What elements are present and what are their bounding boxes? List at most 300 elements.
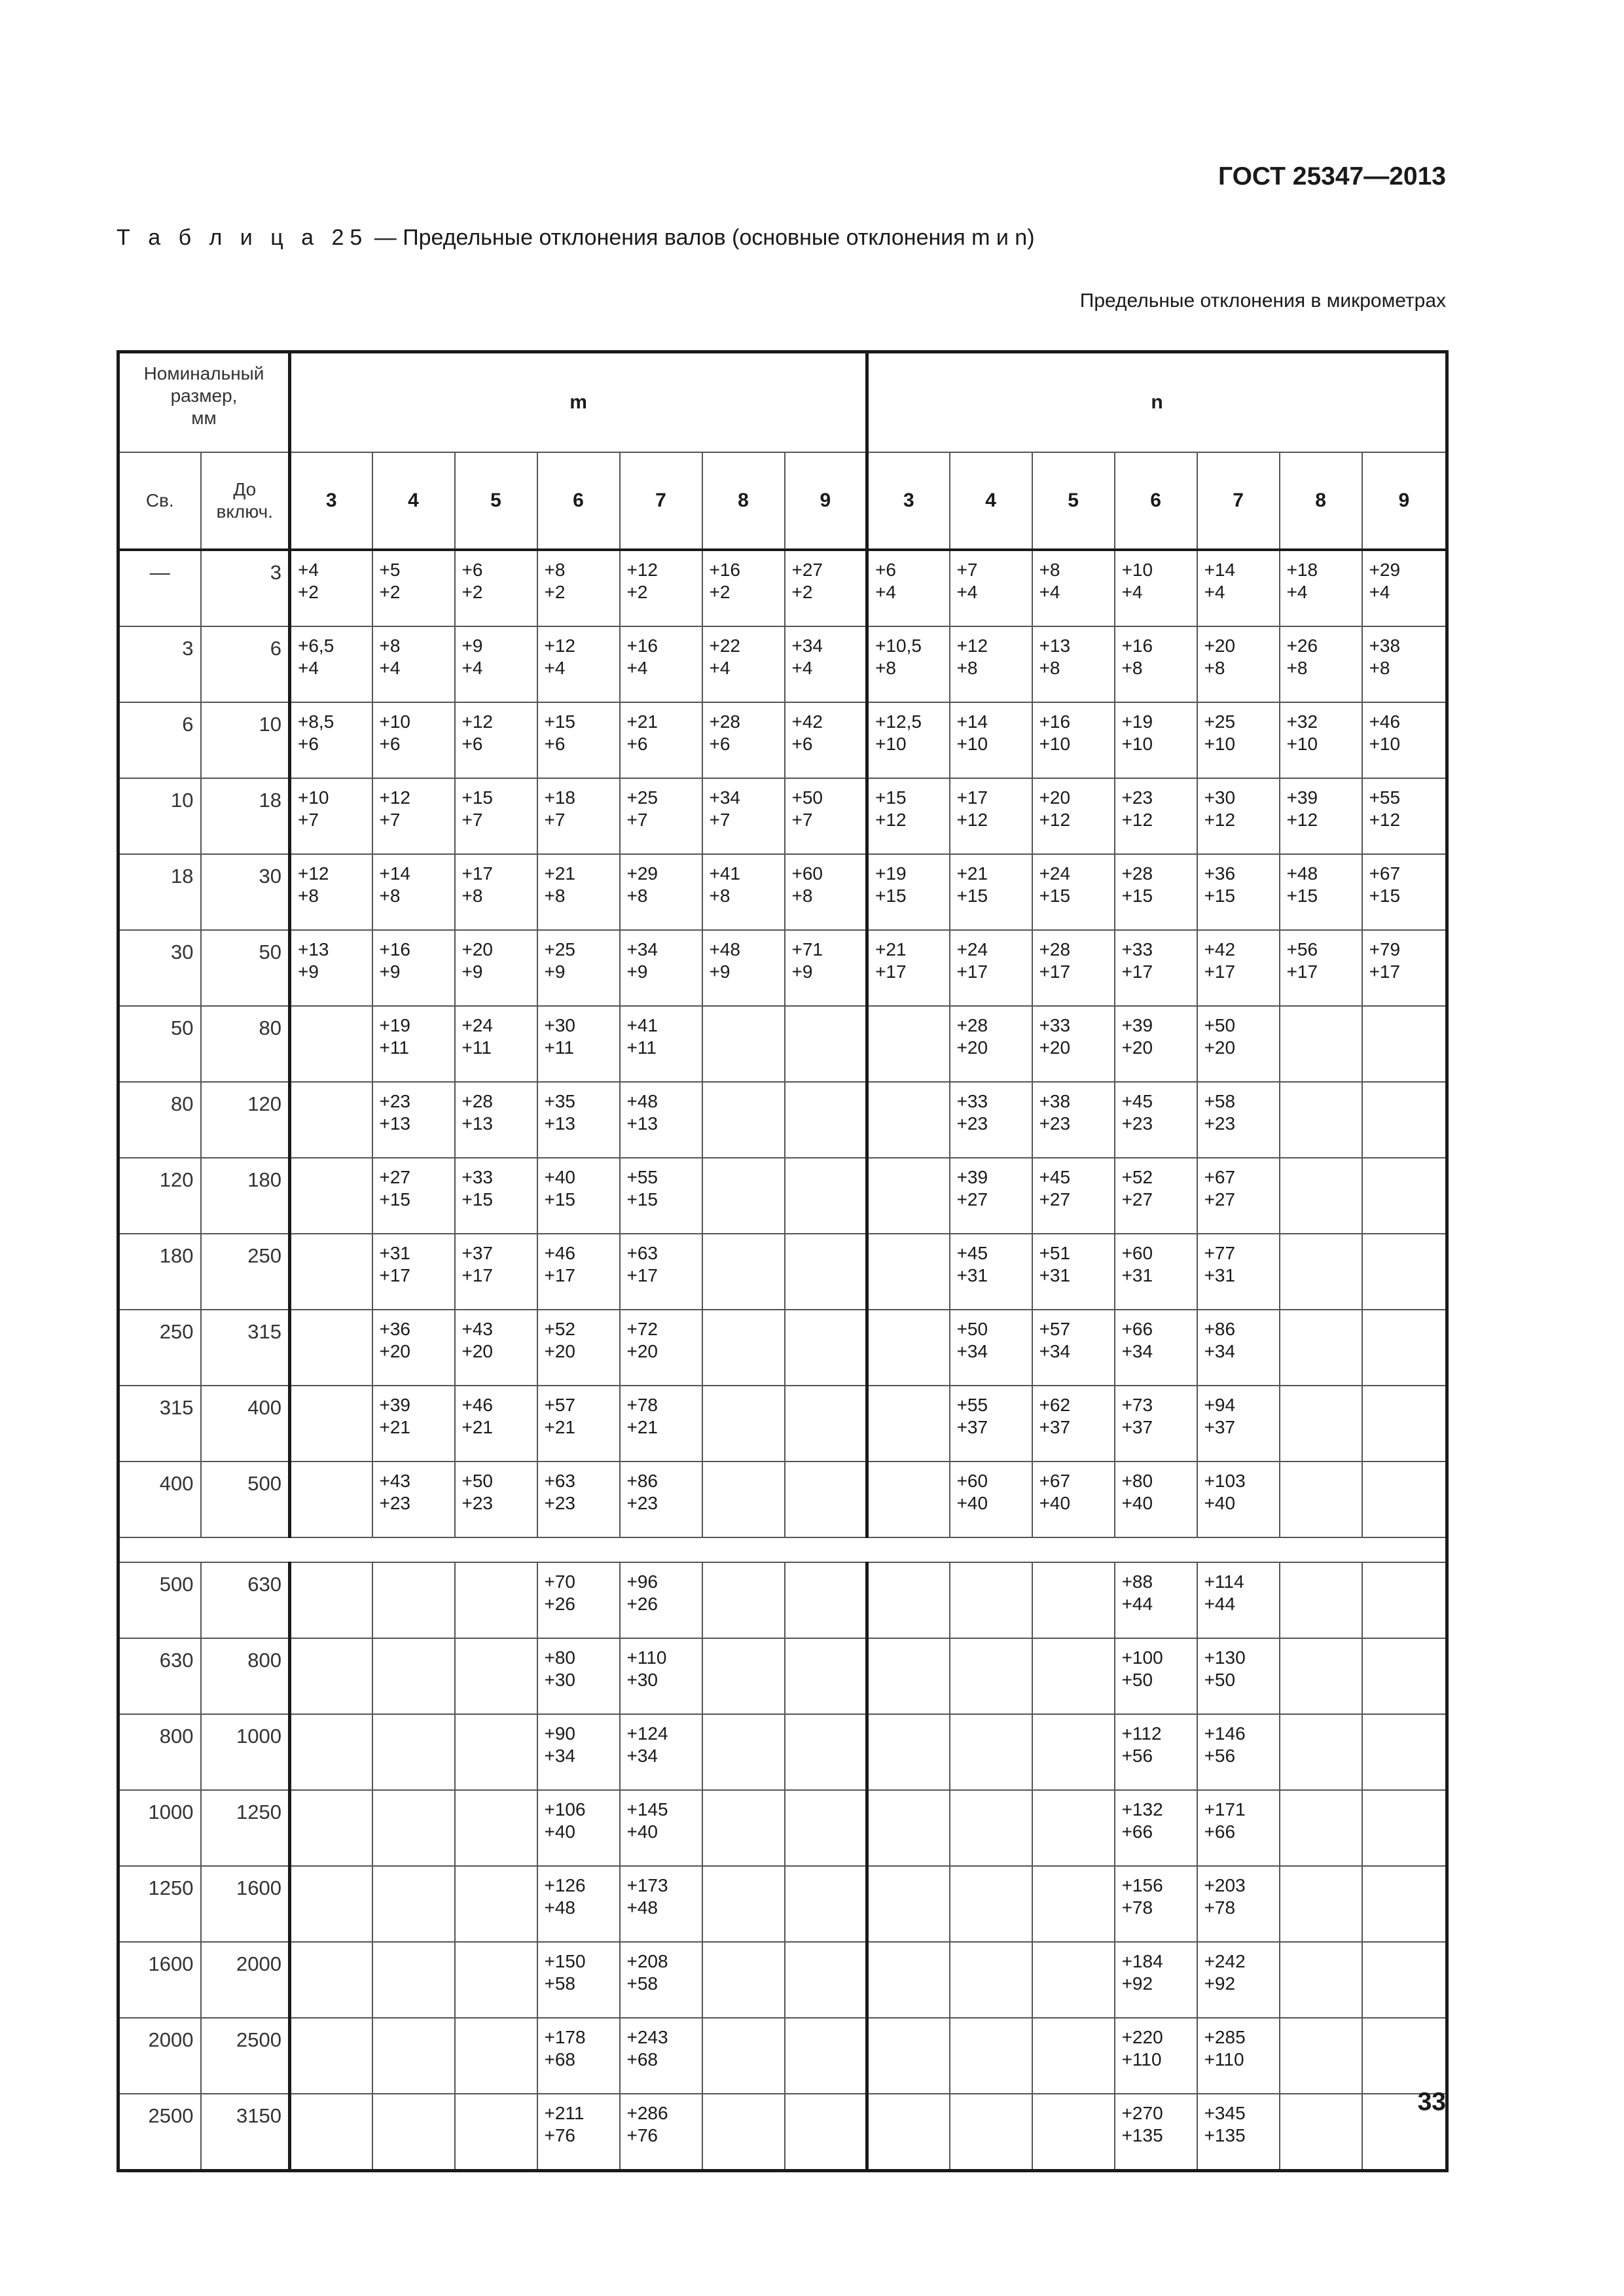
upper-deviation: +220 (1121, 2027, 1163, 2047)
page-number: 33 (1417, 2088, 1446, 2116)
table-row (118, 1386, 1447, 1462)
deviation-cell-n (950, 1790, 1032, 1866)
deviation-cell-m (537, 1158, 620, 1234)
table-row (118, 702, 1447, 778)
deviation-cell-m (785, 778, 867, 854)
deviation-cell-m (372, 1234, 455, 1310)
lower-deviation: +11 (461, 1037, 492, 1058)
deviation-cell-n (1032, 1638, 1115, 1714)
lower-deviation: +8 (1286, 658, 1308, 678)
upper-deviation: +67 (1039, 1471, 1071, 1491)
upper-deviation: +39 (1121, 1015, 1153, 1035)
deviation-cell-m (785, 1006, 867, 1082)
upper-deviation: +96 (626, 1571, 658, 1592)
deviation-cell-n (1280, 626, 1362, 702)
deviation-cell-m (290, 778, 372, 854)
upper-deviation: +110 (626, 1647, 667, 1668)
deviation-cell-n (1197, 1562, 1280, 1638)
deviation-cell-n (1115, 1714, 1197, 1790)
deviation-cell-n (867, 702, 950, 778)
deviation-cell-n (1197, 1942, 1280, 2018)
upper-deviation: +242 (1204, 1951, 1246, 1971)
deviation-cell-n (867, 1790, 950, 1866)
deviation-cell-m (537, 1638, 620, 1714)
deviation-cell-m (785, 1082, 867, 1158)
lower-deviation: +31 (1039, 1265, 1071, 1285)
table-row (118, 1234, 1447, 1310)
deviation-cell-n (1115, 1462, 1197, 1537)
upper-deviation: +10,5 (875, 636, 922, 656)
lower-deviation: +10 (1121, 734, 1153, 754)
deviation-cell-n (1362, 1082, 1447, 1158)
table-row (118, 1006, 1447, 1082)
deviations-table (117, 350, 1449, 2172)
upper-deviation: +13 (1039, 636, 1071, 656)
deviation-cell-n (1032, 854, 1115, 930)
deviation-cell-m (455, 854, 537, 930)
deviation-cell-m (785, 2018, 867, 2094)
size-to-cell: 250 (201, 1234, 290, 1310)
upper-deviation: +48 (626, 1091, 658, 1111)
deviation-cell-m (290, 1790, 372, 1866)
size-to-cell: 800 (201, 1638, 290, 1714)
deviation-cell-m (620, 930, 702, 1006)
deviation-cell-n (950, 1234, 1032, 1310)
upper-deviation: +67 (1204, 1167, 1236, 1187)
deviation-cell-m (537, 1386, 620, 1462)
lower-deviation: +40 (544, 1821, 575, 1842)
table-row (118, 2094, 1447, 2171)
standard-number: ГОСТ 25347—2013 (1218, 162, 1446, 190)
deviation-cell-n (867, 626, 950, 702)
size-to-cell: 3150 (201, 2094, 290, 2171)
deviation-cell-n (1280, 778, 1362, 854)
lower-deviation: +34 (1204, 1341, 1236, 1361)
deviation-cell-n (1280, 1310, 1362, 1386)
deviation-cell-n (950, 1462, 1032, 1537)
lower-deviation: +4 (379, 658, 401, 678)
deviation-cell-m (702, 1866, 785, 1942)
upper-deviation: +21 (956, 863, 988, 884)
lower-deviation: +21 (544, 1417, 575, 1437)
lower-deviation: +135 (1204, 2125, 1246, 2145)
deviation-cell-m (372, 1158, 455, 1234)
upper-deviation: +80 (1121, 1471, 1153, 1491)
deviation-cell-n (867, 1006, 950, 1082)
table-row (118, 1790, 1447, 1866)
lower-deviation: +34 (1039, 1341, 1071, 1361)
deviation-cell-m (372, 1562, 455, 1638)
deviation-cell-m (620, 1006, 702, 1082)
deviation-cell-m (537, 1562, 620, 1638)
lower-deviation: +4 (1121, 582, 1143, 602)
grade-header-n-9: 9 (1362, 452, 1447, 550)
upper-deviation: +10 (1121, 560, 1153, 580)
deviation-cell-n (1362, 1866, 1447, 1942)
upper-deviation: +60 (1121, 1243, 1153, 1263)
upper-deviation: +16 (1121, 636, 1153, 656)
lower-deviation: +12 (1039, 810, 1071, 830)
lower-deviation: +7 (791, 810, 813, 830)
deviation-cell-n (1197, 1714, 1280, 1790)
table-row (118, 930, 1447, 1006)
lower-deviation: +17 (1369, 961, 1401, 982)
deviation-cell-m (455, 702, 537, 778)
lower-deviation: +9 (626, 961, 648, 982)
lower-deviation: +12 (1369, 810, 1401, 830)
nominal-header-line: Номинальный (143, 363, 264, 384)
deviation-cell-m (785, 626, 867, 702)
deviation-cell-m (702, 1942, 785, 2018)
upper-deviation: +26 (1286, 636, 1318, 656)
size-from-cell: 80 (118, 1082, 201, 1158)
lower-deviation: +27 (1204, 1189, 1236, 1210)
lower-deviation: +23 (1121, 1113, 1153, 1134)
lower-deviation: +10 (1039, 734, 1071, 754)
upper-deviation: +270 (1121, 2103, 1163, 2123)
lower-deviation: +68 (544, 2049, 575, 2070)
deviation-cell-m (455, 778, 537, 854)
grade-header-n-6: 6 (1115, 452, 1197, 550)
deviation-cell-n (1280, 1386, 1362, 1462)
upper-deviation: +12 (956, 636, 988, 656)
upper-deviation: +77 (1204, 1243, 1236, 1263)
deviation-cell-n (1115, 1082, 1197, 1158)
size-to-cell: 630 (201, 1562, 290, 1638)
deviation-cell-n (1362, 1386, 1447, 1462)
lower-deviation: +6 (298, 734, 319, 754)
deviation-cell-n (1032, 1942, 1115, 2018)
lower-deviation: +15 (626, 1189, 658, 1210)
size-to-cell: 180 (201, 1158, 290, 1234)
deviation-cell-m (455, 1866, 537, 1942)
lower-deviation: +23 (1204, 1113, 1236, 1134)
deviation-cell-n (1362, 930, 1447, 1006)
lower-deviation: +40 (626, 1821, 658, 1842)
deviation-cell-n (1197, 1462, 1280, 1537)
grade-header-m-5: 5 (455, 452, 537, 550)
upper-deviation: +145 (626, 1799, 668, 1820)
lower-deviation: +21 (626, 1417, 658, 1437)
deviation-cell-m (702, 1638, 785, 1714)
upper-deviation: +50 (791, 787, 823, 808)
group-header-n: n (867, 352, 1447, 453)
lower-deviation: +9 (709, 961, 731, 982)
size-from-cell: 250 (118, 1310, 201, 1386)
lower-deviation: +56 (1121, 1746, 1153, 1766)
table-row (118, 1942, 1447, 2018)
upper-deviation: +42 (1204, 939, 1236, 960)
deviation-cell-m (372, 854, 455, 930)
deviation-cell-n (1362, 626, 1447, 702)
upper-deviation: +30 (544, 1015, 575, 1035)
lower-deviation: +17 (626, 1265, 658, 1285)
grade-header-n-8: 8 (1280, 452, 1362, 550)
deviation-cell-n (1032, 2094, 1115, 2171)
grade-header-m-6: 6 (537, 452, 620, 550)
deviation-cell-m (537, 1082, 620, 1158)
lower-deviation: +37 (1039, 1417, 1071, 1437)
lower-deviation: +17 (1121, 961, 1153, 982)
table-row (118, 1866, 1447, 1942)
upper-deviation: +37 (461, 1243, 493, 1263)
upper-deviation: +24 (461, 1015, 493, 1035)
deviation-cell-m (455, 1942, 537, 2018)
deviation-cell-n (1280, 702, 1362, 778)
lower-deviation: +6 (379, 734, 401, 754)
deviation-cell-n (950, 1310, 1032, 1386)
deviation-cell-m (702, 1158, 785, 1234)
deviation-cell-n (1032, 550, 1115, 626)
deviation-cell-m (620, 1562, 702, 1638)
upper-deviation: +39 (1286, 787, 1318, 808)
deviation-cell-n (867, 1714, 950, 1790)
deviation-cell-m (537, 550, 620, 626)
deviation-cell-n (1032, 626, 1115, 702)
lower-deviation: +7 (544, 810, 566, 830)
deviation-cell-m (785, 550, 867, 626)
lower-deviation: +21 (379, 1417, 410, 1437)
upper-deviation: +21 (544, 863, 575, 884)
deviation-cell-m (702, 2018, 785, 2094)
lower-deviation: +40 (1121, 1493, 1153, 1513)
lower-deviation: +58 (626, 1973, 658, 1994)
upper-deviation: +21 (626, 711, 658, 732)
upper-deviation: +45 (956, 1243, 988, 1263)
size-from-cell: 1250 (118, 1866, 201, 1942)
deviation-cell-m (702, 854, 785, 930)
deviation-cell-m (455, 1158, 537, 1234)
deviation-cell-m (537, 2018, 620, 2094)
deviation-cell-m (537, 1234, 620, 1310)
deviation-cell-n (1280, 1234, 1362, 1310)
lower-deviation: +110 (1204, 2049, 1244, 2070)
deviation-cell-m (372, 1866, 455, 1942)
upper-deviation: +73 (1121, 1395, 1153, 1415)
size-to-cell: 500 (201, 1462, 290, 1537)
deviation-cell-n (1032, 1562, 1115, 1638)
deviation-cell-n (1280, 854, 1362, 930)
upper-deviation: +25 (544, 939, 575, 960)
lower-deviation: +23 (1039, 1113, 1071, 1134)
deviation-cell-m (702, 778, 785, 854)
upper-deviation: +208 (626, 1951, 668, 1971)
size-to-cell: 18 (201, 778, 290, 854)
upper-deviation: +27 (379, 1167, 410, 1187)
deviation-cell-n (1280, 2094, 1362, 2171)
deviation-cell-n (1280, 1638, 1362, 1714)
upper-deviation: +57 (1039, 1319, 1071, 1339)
lower-deviation: +15 (1204, 886, 1236, 906)
lower-deviation: +44 (1204, 1594, 1236, 1614)
upper-deviation: +86 (1204, 1319, 1236, 1339)
deviation-cell-n (867, 1562, 950, 1638)
lower-deviation: +4 (1286, 582, 1308, 602)
deviation-cell-m (537, 626, 620, 702)
upper-deviation: +10 (298, 787, 329, 808)
table-row (118, 778, 1447, 854)
upper-deviation: +32 (1286, 711, 1318, 732)
deviation-cell-m (290, 1462, 372, 1537)
lower-deviation: +13 (461, 1113, 493, 1134)
deviation-cell-m (372, 1638, 455, 1714)
lower-deviation: +23 (544, 1493, 575, 1513)
upper-deviation: +23 (379, 1091, 410, 1111)
upper-deviation: +31 (379, 1243, 410, 1263)
upper-deviation: +50 (956, 1319, 988, 1339)
deviation-cell-m (455, 1638, 537, 1714)
upper-deviation: +57 (544, 1395, 575, 1415)
deviation-cell-n (1280, 550, 1362, 626)
deviation-cell-m (785, 1234, 867, 1310)
lower-deviation: +20 (379, 1341, 410, 1361)
deviation-cell-n (867, 1462, 950, 1537)
deviation-cell-n (1362, 550, 1447, 626)
upper-deviation: +51 (1039, 1243, 1071, 1263)
size-to-cell: 1600 (201, 1866, 290, 1942)
upper-deviation: +112 (1121, 1723, 1162, 1744)
deviation-cell-m (620, 1638, 702, 1714)
deviation-cell-n (1280, 1082, 1362, 1158)
deviation-cell-n (1197, 1790, 1280, 1866)
size-from-cell: 50 (118, 1006, 201, 1082)
deviation-cell-m (702, 626, 785, 702)
lower-deviation: +26 (626, 1594, 658, 1614)
deviation-cell-n (1362, 1462, 1447, 1537)
upper-deviation: +30 (1204, 787, 1236, 808)
lower-deviation: +66 (1121, 1821, 1153, 1842)
deviation-cell-m (537, 1462, 620, 1537)
upper-deviation: +63 (544, 1471, 575, 1491)
deviation-cell-n (1362, 1006, 1447, 1082)
size-to-cell: 50 (201, 930, 290, 1006)
lower-deviation: +8 (461, 886, 483, 906)
size-to-cell: 30 (201, 854, 290, 930)
nominal-header-line: мм (191, 408, 217, 428)
deviation-cell-n (867, 1310, 950, 1386)
to-header (201, 452, 290, 550)
upper-deviation: +18 (544, 787, 575, 808)
lower-deviation: +15 (1286, 886, 1318, 906)
table-row (118, 1714, 1447, 1790)
upper-deviation: +16 (626, 636, 658, 656)
deviation-cell-n (1280, 1714, 1362, 1790)
grade-header-m-9: 9 (785, 452, 867, 550)
deviation-cell-m (455, 2018, 537, 2094)
upper-deviation: +19 (875, 863, 907, 884)
upper-deviation: +106 (544, 1799, 586, 1820)
upper-deviation: +71 (791, 939, 823, 960)
lower-deviation: +12 (1286, 810, 1318, 830)
size-to-cell: 1250 (201, 1790, 290, 1866)
size-to-cell: 6 (201, 626, 290, 702)
deviation-cell-m (620, 1866, 702, 1942)
deviation-cell-m (620, 2094, 702, 2171)
deviation-cell-n (867, 1866, 950, 1942)
size-from-cell: 500 (118, 1562, 201, 1638)
upper-deviation: +46 (544, 1243, 575, 1263)
deviation-cell-n (867, 550, 950, 626)
deviation-cell-m (290, 854, 372, 930)
upper-deviation: +40 (544, 1167, 575, 1187)
grade-header-m-3: 3 (290, 452, 372, 550)
upper-deviation: +124 (626, 1723, 668, 1744)
upper-deviation: +45 (1121, 1091, 1153, 1111)
lower-deviation: +15 (1121, 886, 1153, 906)
deviation-cell-m (620, 778, 702, 854)
lower-deviation: +17 (1204, 961, 1236, 982)
deviation-cell-n (1115, 1638, 1197, 1714)
from-header: Св. (118, 452, 201, 550)
upper-deviation: +132 (1121, 1799, 1163, 1820)
upper-deviation: +25 (626, 787, 658, 808)
deviation-cell-n (1280, 930, 1362, 1006)
upper-deviation: +8,5 (298, 711, 334, 732)
upper-deviation: +34 (626, 939, 658, 960)
size-to-cell: 2500 (201, 2018, 290, 2094)
upper-deviation: +36 (379, 1319, 410, 1339)
upper-deviation: +19 (1121, 711, 1153, 732)
lower-deviation: +8 (544, 886, 566, 906)
deviation-cell-n (1115, 1790, 1197, 1866)
deviation-cell-m (537, 1866, 620, 1942)
deviation-cell-n (1032, 702, 1115, 778)
upper-deviation: +146 (1204, 1723, 1246, 1744)
lower-deviation: +44 (1121, 1594, 1153, 1614)
deviation-cell-n (867, 930, 950, 1006)
deviation-cell-n (1197, 1386, 1280, 1462)
deviation-cell-n (950, 930, 1032, 1006)
upper-deviation: +114 (1204, 1571, 1244, 1592)
deviation-cell-n (867, 2094, 950, 2171)
upper-deviation: +33 (461, 1167, 493, 1187)
deviation-cell-n (1115, 626, 1197, 702)
lower-deviation: +66 (1204, 1821, 1236, 1842)
lower-deviation: +20 (1039, 1037, 1071, 1058)
upper-deviation: +41 (626, 1015, 658, 1035)
lower-deviation: +12 (1204, 810, 1236, 830)
upper-deviation: +12,5 (875, 711, 922, 732)
deviation-cell-m (537, 1942, 620, 2018)
deviation-cell-n (1280, 1942, 1362, 2018)
lower-deviation: +135 (1121, 2125, 1163, 2145)
deviation-cell-n (1362, 1310, 1447, 1386)
deviation-cell-n (1197, 854, 1280, 930)
upper-deviation: +100 (1121, 1647, 1163, 1668)
size-from-cell: 1000 (118, 1790, 201, 1866)
table-row (118, 1462, 1447, 1537)
upper-deviation: +6,5 (298, 636, 334, 656)
lower-deviation: +11 (379, 1037, 409, 1058)
lower-deviation: +34 (1121, 1341, 1153, 1361)
deviation-cell-n (1197, 1866, 1280, 1942)
deviation-cell-m (290, 1714, 372, 1790)
size-to-cell: 400 (201, 1386, 290, 1462)
lower-deviation: +20 (956, 1037, 988, 1058)
deviation-cell-n (1280, 1562, 1362, 1638)
deviation-cell-n (1362, 1562, 1447, 1638)
upper-deviation: +60 (791, 863, 823, 884)
lower-deviation: +17 (1039, 961, 1071, 982)
upper-deviation: +36 (1204, 863, 1236, 884)
lower-deviation: +12 (875, 810, 907, 830)
table-label: Т а б л и ц а 25 (117, 225, 369, 250)
deviation-cell-n (1197, 778, 1280, 854)
lower-deviation: +8 (709, 886, 731, 906)
deviation-cell-n (867, 1638, 950, 1714)
deviation-cell-m (620, 2018, 702, 2094)
lower-deviation: +4 (1039, 582, 1060, 602)
